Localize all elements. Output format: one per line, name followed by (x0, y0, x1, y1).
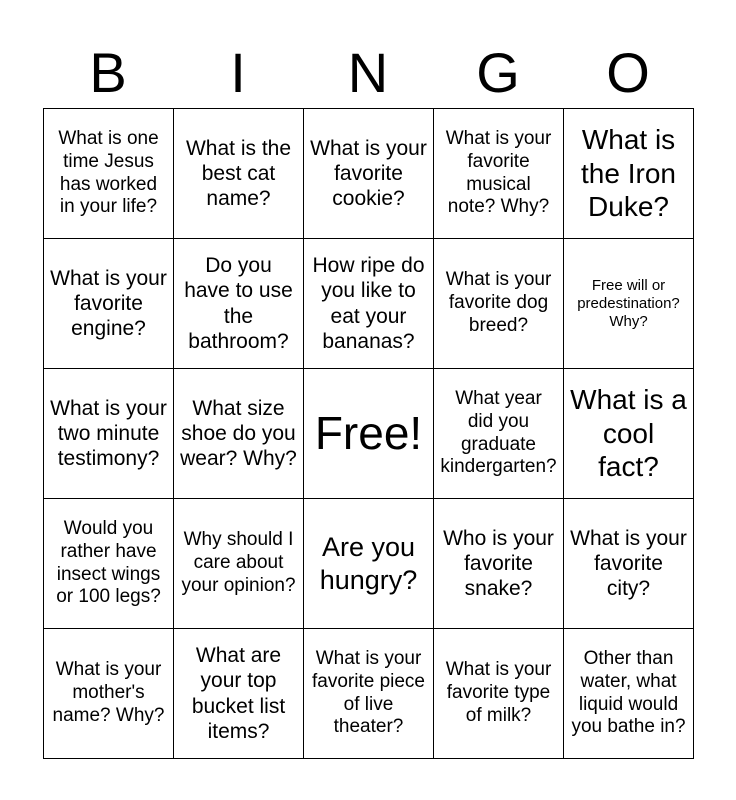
board-row (44, 629, 694, 759)
bingo-cell[interactable]: What is a cool fact? (564, 369, 694, 499)
bingo-cell[interactable]: What is your two minute testimony? (44, 369, 174, 499)
bingo-cell[interactable]: What is your favorite type of milk? (434, 629, 564, 759)
header-letter-o: O (606, 41, 650, 104)
bingo-cell[interactable]: What is the Iron Duke? (564, 109, 694, 239)
header-letter-g: G (476, 41, 520, 104)
board-row (44, 109, 694, 239)
header-letter-n: N (347, 41, 389, 104)
free-space-cell[interactable]: Free! (304, 369, 434, 499)
board-row (44, 499, 694, 629)
board-row (44, 369, 694, 499)
bingo-cell[interactable]: What is your favorite dog breed? (434, 239, 564, 369)
bingo-cell[interactable]: What is your favorite city? (564, 499, 694, 629)
bingo-board (43, 108, 694, 759)
bingo-cell[interactable]: Other than water, what liquid would you bathe in? (564, 629, 694, 759)
bingo-cell[interactable]: What are your top bucket list items? (174, 629, 304, 759)
board-row (44, 239, 694, 369)
bingo-cell[interactable]: How ripe do you like to eat your bananas? (304, 239, 434, 369)
bingo-cell[interactable]: What is your favorite engine? (44, 239, 174, 369)
bingo-cell[interactable]: Are you hungry? (304, 499, 434, 629)
bingo-cell[interactable]: What size shoe do you wear? Why? (174, 369, 304, 499)
bingo-cell[interactable]: What is the best cat name? (174, 109, 304, 239)
bingo-header (43, 38, 693, 108)
bingo-cell[interactable]: What is your favorite cookie? (304, 109, 434, 239)
bingo-cell[interactable]: Do you have to use the bathroom? (174, 239, 304, 369)
header-letter-b: B (89, 41, 127, 104)
bingo-cell[interactable]: What is your mother's name? Why? (44, 629, 174, 759)
bingo-cell[interactable]: What year did you graduate kindergarten? (434, 369, 564, 499)
bingo-cell[interactable]: Who is your favorite snake? (434, 499, 564, 629)
bingo-cell[interactable]: Free will or predestination? Why? (564, 239, 694, 369)
bingo-cell[interactable]: What is your favorite piece of live theater? (304, 629, 434, 759)
bingo-cell[interactable]: What is your favorite musical note? Why? (434, 109, 564, 239)
bingo-cell[interactable]: What is one time Jesus has worked in your life? (44, 109, 174, 239)
bingo-cell[interactable]: Why should I care about your opinion? (174, 499, 304, 629)
bingo-cell[interactable]: Would you rather have insect wings or 100 legs? (44, 499, 174, 629)
header-letter-i: I (230, 41, 246, 104)
